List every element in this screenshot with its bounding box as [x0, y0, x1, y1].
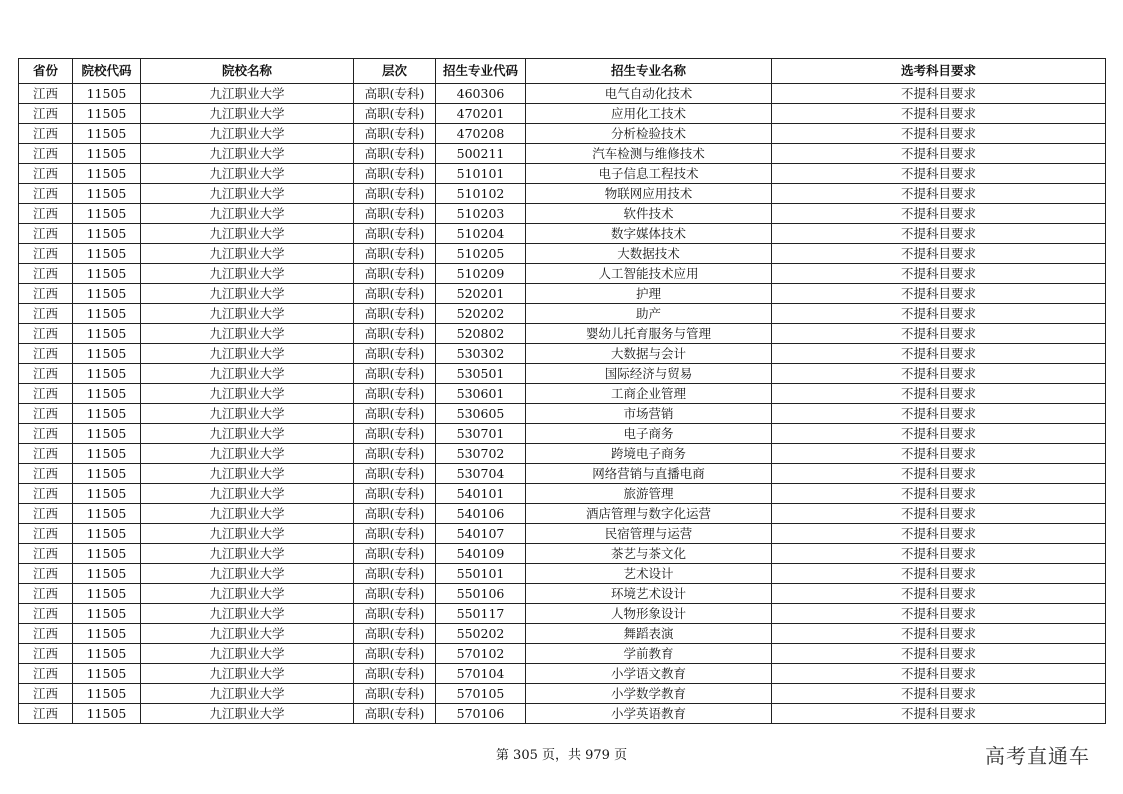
province-cell: 江西 — [19, 244, 73, 264]
province-cell: 江西 — [19, 284, 73, 304]
major-name-cell: 小学英语教育 — [526, 704, 772, 724]
header-subject-requirement: 选考科目要求 — [772, 59, 1106, 84]
subject-requirement-cell: 不提科目要求 — [772, 284, 1106, 304]
major-code-cell: 470201 — [436, 104, 526, 124]
major-name-cell: 电子商务 — [526, 424, 772, 444]
major-name-cell: 民宿管理与运营 — [526, 524, 772, 544]
school-code-cell: 11505 — [73, 484, 141, 504]
school-code-cell: 11505 — [73, 444, 141, 464]
level-cell: 高职(专科) — [354, 644, 436, 664]
school-name-cell: 九江职业大学 — [141, 104, 354, 124]
province-cell: 江西 — [19, 124, 73, 144]
subject-requirement-cell: 不提科目要求 — [772, 544, 1106, 564]
table-row — [19, 124, 1106, 144]
table-row — [19, 604, 1106, 624]
table-row — [19, 484, 1106, 504]
major-name-cell: 护理 — [526, 284, 772, 304]
subject-requirement-cell: 不提科目要求 — [772, 684, 1106, 704]
major-name-cell: 大数据技术 — [526, 244, 772, 264]
school-name-cell: 九江职业大学 — [141, 444, 354, 464]
major-code-cell: 510101 — [436, 164, 526, 184]
major-code-cell: 540109 — [436, 544, 526, 564]
school-name-cell: 九江职业大学 — [141, 184, 354, 204]
table-row — [19, 204, 1106, 224]
school-code-cell: 11505 — [73, 524, 141, 544]
major-code-cell: 510102 — [436, 184, 526, 204]
header-province: 省份 — [19, 59, 73, 84]
level-cell: 高职(专科) — [354, 404, 436, 424]
province-cell: 江西 — [19, 324, 73, 344]
table-row — [19, 264, 1106, 284]
province-cell: 江西 — [19, 684, 73, 704]
major-name-cell: 人工智能技术应用 — [526, 264, 772, 284]
school-name-cell: 九江职业大学 — [141, 404, 354, 424]
school-code-cell: 11505 — [73, 304, 141, 324]
school-name-cell: 九江职业大学 — [141, 424, 354, 444]
school-name-cell: 九江职业大学 — [141, 84, 354, 104]
level-cell: 高职(专科) — [354, 564, 436, 584]
table-row — [19, 624, 1106, 644]
major-name-cell: 数字媒体技术 — [526, 224, 772, 244]
major-name-cell: 国际经济与贸易 — [526, 364, 772, 384]
major-name-cell: 汽车检测与维修技术 — [526, 144, 772, 164]
level-cell: 高职(专科) — [354, 484, 436, 504]
school-code-cell: 11505 — [73, 204, 141, 224]
province-cell: 江西 — [19, 504, 73, 524]
school-name-cell: 九江职业大学 — [141, 384, 354, 404]
subject-requirement-cell: 不提科目要求 — [772, 224, 1106, 244]
table-row — [19, 544, 1106, 564]
major-name-cell: 电气自动化技术 — [526, 84, 772, 104]
table-row — [19, 144, 1106, 164]
province-cell: 江西 — [19, 704, 73, 724]
school-name-cell: 九江职业大学 — [141, 564, 354, 584]
table-header-row — [19, 59, 1106, 84]
subject-requirement-cell: 不提科目要求 — [772, 144, 1106, 164]
table-row — [19, 404, 1106, 424]
school-code-cell: 11505 — [73, 84, 141, 104]
province-cell: 江西 — [19, 164, 73, 184]
school-name-cell: 九江职业大学 — [141, 164, 354, 184]
subject-requirement-cell: 不提科目要求 — [772, 584, 1106, 604]
major-code-cell: 470208 — [436, 124, 526, 144]
major-code-cell: 530704 — [436, 464, 526, 484]
subject-requirement-cell: 不提科目要求 — [772, 564, 1106, 584]
subject-requirement-cell: 不提科目要求 — [772, 604, 1106, 624]
major-name-cell: 人物形象设计 — [526, 604, 772, 624]
header-level: 层次 — [354, 59, 436, 84]
major-code-cell: 570102 — [436, 644, 526, 664]
subject-requirement-cell: 不提科目要求 — [772, 84, 1106, 104]
table-row — [19, 364, 1106, 384]
school-code-cell: 11505 — [73, 244, 141, 264]
major-name-cell: 旅游管理 — [526, 484, 772, 504]
school-name-cell: 九江职业大学 — [141, 684, 354, 704]
school-code-cell: 11505 — [73, 364, 141, 384]
school-name-cell: 九江职业大学 — [141, 264, 354, 284]
subject-requirement-cell: 不提科目要求 — [772, 364, 1106, 384]
subject-requirement-cell: 不提科目要求 — [772, 424, 1106, 444]
school-name-cell: 九江职业大学 — [141, 124, 354, 144]
table-row — [19, 644, 1106, 664]
province-cell: 江西 — [19, 564, 73, 584]
table-row — [19, 684, 1106, 704]
school-name-cell: 九江职业大学 — [141, 204, 354, 224]
major-code-cell: 570104 — [436, 664, 526, 684]
school-name-cell: 九江职业大学 — [141, 624, 354, 644]
level-cell: 高职(专科) — [354, 424, 436, 444]
major-code-cell: 530302 — [436, 344, 526, 364]
level-cell: 高职(专科) — [354, 664, 436, 684]
school-code-cell: 11505 — [73, 144, 141, 164]
province-cell: 江西 — [19, 104, 73, 124]
major-name-cell: 助产 — [526, 304, 772, 324]
subject-requirement-cell: 不提科目要求 — [772, 104, 1106, 124]
header-school-code: 院校代码 — [73, 59, 141, 84]
subject-requirement-cell: 不提科目要求 — [772, 164, 1106, 184]
major-name-cell: 艺术设计 — [526, 564, 772, 584]
school-code-cell: 11505 — [73, 104, 141, 124]
province-cell: 江西 — [19, 404, 73, 424]
table-row — [19, 384, 1106, 404]
subject-requirement-cell: 不提科目要求 — [772, 244, 1106, 264]
major-name-cell: 电子信息工程技术 — [526, 164, 772, 184]
major-code-cell: 530501 — [436, 364, 526, 384]
school-code-cell: 11505 — [73, 704, 141, 724]
major-code-cell: 530702 — [436, 444, 526, 464]
major-name-cell: 小学语文教育 — [526, 664, 772, 684]
school-name-cell: 九江职业大学 — [141, 664, 354, 684]
school-code-cell: 11505 — [73, 624, 141, 644]
subject-requirement-cell: 不提科目要求 — [772, 204, 1106, 224]
major-name-cell: 学前教育 — [526, 644, 772, 664]
school-name-cell: 九江职业大学 — [141, 524, 354, 544]
school-name-cell: 九江职业大学 — [141, 484, 354, 504]
level-cell: 高职(专科) — [354, 304, 436, 324]
level-cell: 高职(专科) — [354, 84, 436, 104]
table-row — [19, 324, 1106, 344]
major-name-cell: 分析检验技术 — [526, 124, 772, 144]
level-cell: 高职(专科) — [354, 144, 436, 164]
major-code-cell: 530605 — [436, 404, 526, 424]
major-name-cell: 大数据与会计 — [526, 344, 772, 364]
table-row — [19, 184, 1106, 204]
table-row — [19, 244, 1106, 264]
school-code-cell: 11505 — [73, 184, 141, 204]
table-row — [19, 304, 1106, 324]
level-cell: 高职(专科) — [354, 444, 436, 464]
school-name-cell: 九江职业大学 — [141, 284, 354, 304]
school-name-cell: 九江职业大学 — [141, 464, 354, 484]
major-code-cell: 550101 — [436, 564, 526, 584]
major-code-cell: 510203 — [436, 204, 526, 224]
table-row — [19, 524, 1106, 544]
major-name-cell: 跨境电子商务 — [526, 444, 772, 464]
level-cell: 高职(专科) — [354, 604, 436, 624]
school-name-cell: 九江职业大学 — [141, 644, 354, 664]
school-code-cell: 11505 — [73, 284, 141, 304]
table-body — [19, 84, 1106, 724]
subject-requirement-cell: 不提科目要求 — [772, 704, 1106, 724]
major-name-cell: 应用化工技术 — [526, 104, 772, 124]
province-cell: 江西 — [19, 644, 73, 664]
major-code-cell: 520201 — [436, 284, 526, 304]
major-code-cell: 550106 — [436, 584, 526, 604]
province-cell: 江西 — [19, 264, 73, 284]
table-row — [19, 444, 1106, 464]
level-cell: 高职(专科) — [354, 524, 436, 544]
major-code-cell: 500211 — [436, 144, 526, 164]
major-code-cell: 520202 — [436, 304, 526, 324]
school-code-cell: 11505 — [73, 544, 141, 564]
province-cell: 江西 — [19, 444, 73, 464]
school-name-cell: 九江职业大学 — [141, 604, 354, 624]
major-name-cell: 舞蹈表演 — [526, 624, 772, 644]
table-row — [19, 164, 1106, 184]
province-cell: 江西 — [19, 304, 73, 324]
header-school-name: 院校名称 — [141, 59, 354, 84]
major-code-cell: 520802 — [436, 324, 526, 344]
watermark-logo: 高考直通车 — [985, 744, 1090, 768]
province-cell: 江西 — [19, 204, 73, 224]
subject-requirement-cell: 不提科目要求 — [772, 184, 1106, 204]
major-code-cell: 510205 — [436, 244, 526, 264]
table-row — [19, 464, 1106, 484]
table-row — [19, 704, 1106, 724]
province-cell: 江西 — [19, 424, 73, 444]
major-name-cell: 网络营销与直播电商 — [526, 464, 772, 484]
major-name-cell: 茶艺与茶文化 — [526, 544, 772, 564]
table-row — [19, 284, 1106, 304]
major-name-cell: 物联网应用技术 — [526, 184, 772, 204]
school-code-cell: 11505 — [73, 584, 141, 604]
province-cell: 江西 — [19, 344, 73, 364]
level-cell: 高职(专科) — [354, 184, 436, 204]
major-code-cell: 570105 — [436, 684, 526, 704]
school-code-cell: 11505 — [73, 684, 141, 704]
school-name-cell: 九江职业大学 — [141, 144, 354, 164]
subject-requirement-cell: 不提科目要求 — [772, 404, 1106, 424]
table-row — [19, 424, 1106, 444]
major-code-cell: 540107 — [436, 524, 526, 544]
subject-requirement-cell: 不提科目要求 — [772, 484, 1106, 504]
level-cell: 高职(专科) — [354, 164, 436, 184]
major-name-cell: 软件技术 — [526, 204, 772, 224]
school-code-cell: 11505 — [73, 264, 141, 284]
major-code-cell: 510209 — [436, 264, 526, 284]
level-cell: 高职(专科) — [354, 704, 436, 724]
admissions-table — [18, 58, 1106, 724]
subject-requirement-cell: 不提科目要求 — [772, 664, 1106, 684]
school-name-cell: 九江职业大学 — [141, 244, 354, 264]
subject-requirement-cell: 不提科目要求 — [772, 324, 1106, 344]
school-name-cell: 九江职业大学 — [141, 504, 354, 524]
school-code-cell: 11505 — [73, 644, 141, 664]
level-cell: 高职(专科) — [354, 324, 436, 344]
subject-requirement-cell: 不提科目要求 — [772, 464, 1106, 484]
major-name-cell: 环境艺术设计 — [526, 584, 772, 604]
school-code-cell: 11505 — [73, 564, 141, 584]
major-code-cell: 550202 — [436, 624, 526, 644]
level-cell: 高职(专科) — [354, 364, 436, 384]
table-row — [19, 584, 1106, 604]
subject-requirement-cell: 不提科目要求 — [772, 264, 1106, 284]
school-code-cell: 11505 — [73, 384, 141, 404]
province-cell: 江西 — [19, 224, 73, 244]
school-code-cell: 11505 — [73, 464, 141, 484]
major-name-cell: 市场营销 — [526, 404, 772, 424]
school-name-cell: 九江职业大学 — [141, 344, 354, 364]
major-code-cell: 550117 — [436, 604, 526, 624]
subject-requirement-cell: 不提科目要求 — [772, 124, 1106, 144]
major-code-cell: 540106 — [436, 504, 526, 524]
subject-requirement-cell: 不提科目要求 — [772, 504, 1106, 524]
header-major-code: 招生专业代码 — [436, 59, 526, 84]
major-name-cell: 小学数学教育 — [526, 684, 772, 704]
level-cell: 高职(专科) — [354, 244, 436, 264]
level-cell: 高职(专科) — [354, 384, 436, 404]
school-code-cell: 11505 — [73, 404, 141, 424]
province-cell: 江西 — [19, 664, 73, 684]
subject-requirement-cell: 不提科目要求 — [772, 624, 1106, 644]
school-name-cell: 九江职业大学 — [141, 324, 354, 344]
school-code-cell: 11505 — [73, 344, 141, 364]
major-name-cell: 婴幼儿托育服务与管理 — [526, 324, 772, 344]
school-code-cell: 11505 — [73, 664, 141, 684]
subject-requirement-cell: 不提科目要求 — [772, 444, 1106, 464]
province-cell: 江西 — [19, 624, 73, 644]
level-cell: 高职(专科) — [354, 264, 436, 284]
major-code-cell: 530601 — [436, 384, 526, 404]
school-name-cell: 九江职业大学 — [141, 704, 354, 724]
table-row — [19, 84, 1106, 104]
major-name-cell: 工商企业管理 — [526, 384, 772, 404]
level-cell: 高职(专科) — [354, 544, 436, 564]
school-code-cell: 11505 — [73, 604, 141, 624]
province-cell: 江西 — [19, 84, 73, 104]
school-code-cell: 11505 — [73, 504, 141, 524]
table-row — [19, 564, 1106, 584]
school-name-cell: 九江职业大学 — [141, 544, 354, 564]
province-cell: 江西 — [19, 144, 73, 164]
school-name-cell: 九江职业大学 — [141, 304, 354, 324]
level-cell: 高职(专科) — [354, 464, 436, 484]
major-code-cell: 460306 — [436, 84, 526, 104]
major-code-cell: 540101 — [436, 484, 526, 504]
province-cell: 江西 — [19, 584, 73, 604]
level-cell: 高职(专科) — [354, 584, 436, 604]
province-cell: 江西 — [19, 384, 73, 404]
major-name-cell: 酒店管理与数字化运营 — [526, 504, 772, 524]
province-cell: 江西 — [19, 364, 73, 384]
table-row — [19, 504, 1106, 524]
subject-requirement-cell: 不提科目要求 — [772, 384, 1106, 404]
school-code-cell: 11505 — [73, 424, 141, 444]
school-name-cell: 九江职业大学 — [141, 584, 354, 604]
province-cell: 江西 — [19, 604, 73, 624]
table-row — [19, 664, 1106, 684]
province-cell: 江西 — [19, 464, 73, 484]
level-cell: 高职(专科) — [354, 224, 436, 244]
subject-requirement-cell: 不提科目要求 — [772, 304, 1106, 324]
header-major-name: 招生专业名称 — [526, 59, 772, 84]
level-cell: 高职(专科) — [354, 684, 436, 704]
province-cell: 江西 — [19, 484, 73, 504]
province-cell: 江西 — [19, 544, 73, 564]
level-cell: 高职(专科) — [354, 204, 436, 224]
school-name-cell: 九江职业大学 — [141, 364, 354, 384]
table-row — [19, 224, 1106, 244]
school-code-cell: 11505 — [73, 164, 141, 184]
level-cell: 高职(专科) — [354, 504, 436, 524]
level-cell: 高职(专科) — [354, 104, 436, 124]
subject-requirement-cell: 不提科目要求 — [772, 344, 1106, 364]
major-code-cell: 510204 — [436, 224, 526, 244]
page-number: 第 305 页，共 979 页 — [495, 748, 628, 763]
level-cell: 高职(专科) — [354, 284, 436, 304]
school-code-cell: 11505 — [73, 324, 141, 344]
school-code-cell: 11505 — [73, 224, 141, 244]
province-cell: 江西 — [19, 524, 73, 544]
major-code-cell: 530701 — [436, 424, 526, 444]
school-name-cell: 九江职业大学 — [141, 224, 354, 244]
level-cell: 高职(专科) — [354, 124, 436, 144]
level-cell: 高职(专科) — [354, 624, 436, 644]
table-row — [19, 104, 1106, 124]
school-code-cell: 11505 — [73, 124, 141, 144]
table-row — [19, 344, 1106, 364]
subject-requirement-cell: 不提科目要求 — [772, 644, 1106, 664]
level-cell: 高职(专科) — [354, 344, 436, 364]
subject-requirement-cell: 不提科目要求 — [772, 524, 1106, 544]
major-code-cell: 570106 — [436, 704, 526, 724]
province-cell: 江西 — [19, 184, 73, 204]
